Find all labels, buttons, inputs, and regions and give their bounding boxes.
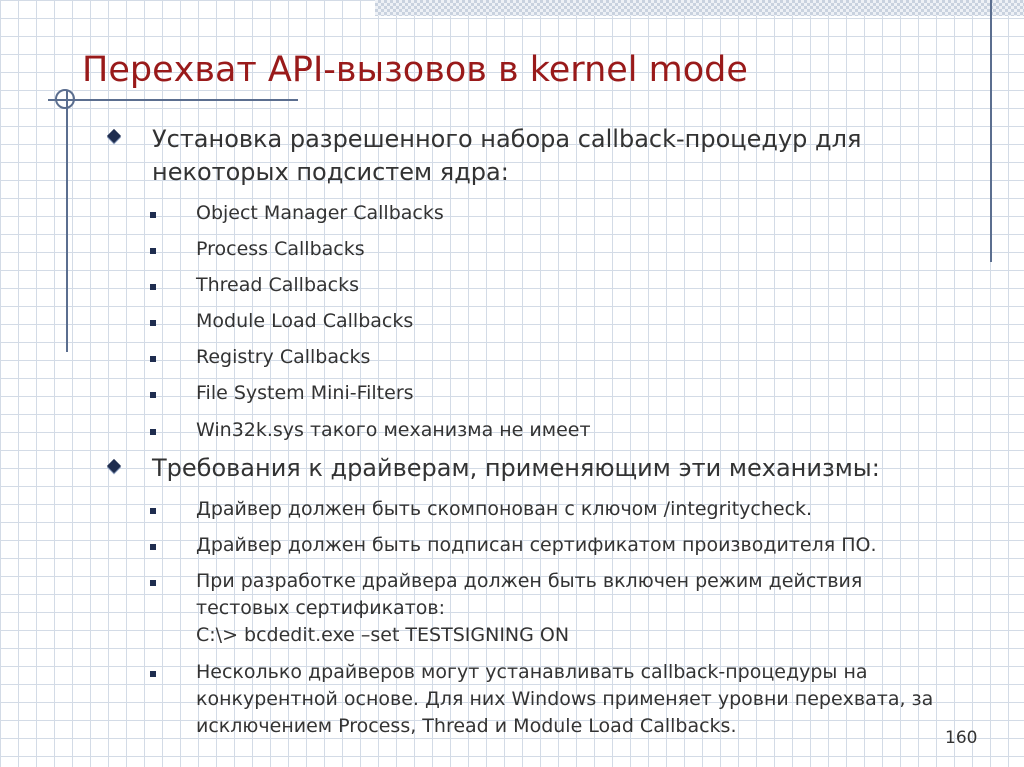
list-item-concurrent-line-1: Несколько драйверов могут устанавливать callback-процедуры на [196,661,868,683]
right-decor-line [990,0,992,262]
list-item-object-manager: Object Manager Callbacks [196,202,444,224]
section-1-heading-line-1: Установка разрешенного набора callback-процедур для [152,125,862,153]
square-bullet-icon [150,671,156,677]
list-item-thread: Thread Callbacks [196,274,359,296]
page-number: 160 [945,728,978,748]
diamond-bullet-icon [107,129,121,143]
square-bullet-icon [150,392,156,398]
left-decor-line [66,90,68,352]
square-bullet-icon [150,580,156,586]
list-item-testsigning-command: C:\> bcdedit.exe –set TESTSIGNING ON [196,624,570,646]
square-bullet-icon [150,356,156,362]
square-bullet-icon [150,544,156,550]
list-item-testsigning-line-2: тестовых сертификатов: [196,597,445,619]
list-item-registry: Registry Callbacks [196,346,371,368]
square-bullet-icon [150,429,156,435]
list-item-concurrent-line-3: исключением Process, Thread и Module Load Callbacks. [196,715,737,737]
circle-decor-icon [55,89,75,109]
square-bullet-icon [150,212,156,218]
list-item-integritycheck: Драйвер должен быть скомпонован с ключом /integritycheck. [196,498,813,520]
section-2-heading: Требования к драйверам, применяющим эти механизмы: [152,454,880,482]
list-item-fs-minifilters: File System Mini-Filters [196,382,414,404]
diamond-bullet-icon [107,459,121,473]
list-item-process: Process Callbacks [196,238,365,260]
top-decor-band [375,0,1024,16]
list-item-signed: Драйвер должен быть подписан сертификатом производителя ПО. [196,534,877,556]
list-item-module-load: Module Load Callbacks [196,310,414,332]
square-bullet-icon [150,248,156,254]
section-1-heading-line-2: некоторых подсистем ядра: [152,158,509,186]
list-item-concurrent-line-2: конкурентной основе. Для них Windows применяет уровни перехвата, за [196,688,934,710]
title-underline [48,99,298,101]
slide-title: Перехват API-вызовов в kernel mode [82,50,748,90]
square-bullet-icon [150,284,156,290]
list-item-testsigning-line-1: При разработке драйвера должен быть включен режим действия [196,570,863,592]
square-bullet-icon [150,320,156,326]
square-bullet-icon [150,508,156,514]
list-item-win32k: Win32k.sys такого механизма не имеет [196,419,591,441]
